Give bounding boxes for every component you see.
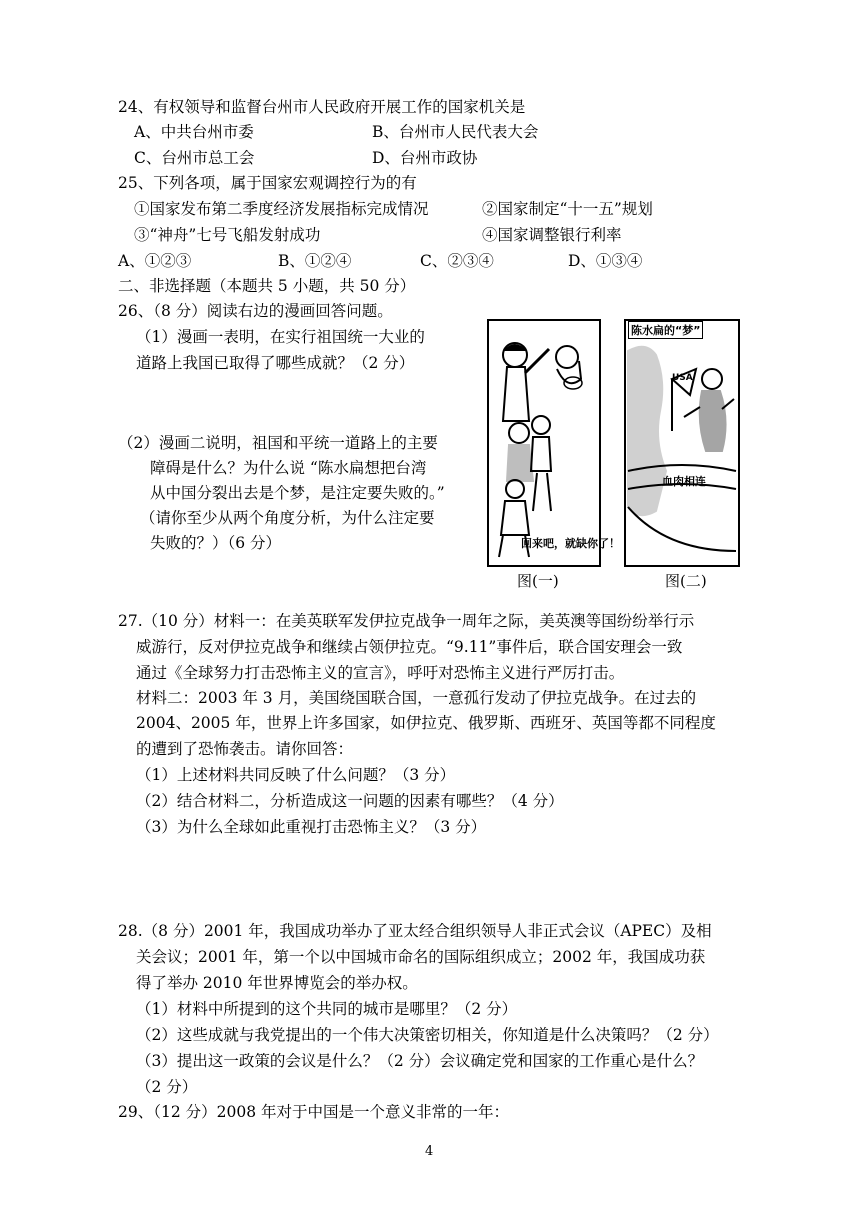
q28-sub2: （2）这些成就与我党提出的一个伟大决策密切相关，你知道是什么决策吗？（2 分） — [136, 1026, 719, 1044]
q26-part2-line3: 从中国分裂出去是个梦，是注定要失败的。” — [150, 484, 445, 502]
q24-option-c: C、台州市总工会 — [134, 149, 255, 167]
cartoon-one-caption: 图(一) — [517, 572, 559, 590]
q26-part2-line1: （2）漫画二说明，祖国和平统一道路上的主要 — [118, 434, 438, 452]
q26-part1-line1: （1）漫画一表明，在实行祖国统一大业的 — [136, 328, 425, 346]
q25-option-c: C、②③④ — [420, 252, 494, 270]
q24-option-b: B、台州市人民代表大会 — [372, 123, 539, 141]
q29-line1: 29、（12 分）2008 年对于中国是一个意义非常的一年： — [118, 1103, 509, 1121]
q28-sub3-line1: （3）提出这一政策的会议是什么？（2 分）会议确定党和国家的工作重心是什么？ — [136, 1052, 704, 1070]
q25-item-3: ③“神舟”七号飞船发射成功 — [134, 226, 321, 244]
cartoon-one-speech: 回来吧，就缺你了！ — [521, 537, 620, 550]
q27-sub3: （3）为什么全球如此重视打击恐怖主义？（3 分） — [136, 818, 487, 836]
q25-item-1: ①国家发布第二季度经济发展指标完成情况 — [134, 200, 429, 218]
q26-part2-line5: 失败的？）（6 分） — [150, 534, 282, 552]
cartoon-two-flag-label: USA — [672, 373, 693, 383]
q25-stem: 25、下列各项，属于国家宏观调控行为的有 — [118, 174, 417, 192]
q27-line1: 27.（10 分）材料一：在美英联军发伊拉克战争一周年之际，美英澳等国纷纷举行示 — [118, 612, 695, 630]
q24-option-a: A、中共台州市委 — [134, 123, 254, 141]
q25-option-a: A、①②③ — [118, 252, 192, 270]
q28-line1: 28.（8 分）2001 年，我国成功举办了亚太经合组织领导人非正式会议（APEC）及相 — [118, 922, 712, 940]
cartoon-two-bridge-label: 血肉相连 — [662, 475, 706, 488]
q25-item-4: ④国家调整银行利率 — [482, 226, 622, 244]
q28-line2: 关会议；2001 年，第一个以中国城市命名的国际组织成立；2002 年，我国成功获 — [136, 948, 706, 966]
q27-sub1: （1）上述材料共同反映了什么问题？（3 分） — [136, 766, 456, 784]
q24-stem: 24、有权领导和监督台州市人民政府开展工作的国家机关是 — [118, 98, 526, 116]
page-number: 4 — [425, 1144, 434, 1159]
q28-sub3-line2: （2 分） — [136, 1078, 198, 1096]
q26-part2-line2: 障碍是什么？为什么说 “陈水扁想把台湾 — [150, 459, 427, 477]
q25-item-2: ②国家制定“十一五”规划 — [482, 200, 653, 218]
cartoon-two-caption: 图(二) — [665, 572, 707, 590]
q27-sub2: （2）结合材料二，分析造成这一问题的因素有哪些？（4 分） — [136, 792, 564, 810]
section-heading: 二、非选择题（本题共 5 小题，共 50 分） — [118, 277, 416, 295]
cartoon-two-title: 陈水扁的“梦” — [628, 321, 703, 339]
q25-option-b: B、①②④ — [278, 252, 352, 270]
cartoon-two — [624, 319, 740, 567]
q27-line2: 威游行，反对伊拉克战争和继续占领伊拉克。“9.11”事件后，联合国安理会一致 — [136, 638, 683, 656]
cartoon-one-drawing — [489, 321, 599, 565]
q28-line3: 得了举办 2010 年世界博览会的举办权。 — [136, 974, 418, 992]
q25-option-d: D、①③④ — [568, 252, 643, 270]
cartoon-one — [487, 319, 620, 567]
q27-line6: 的遭到了恐怖袭击。请你回答： — [136, 740, 354, 758]
q28-sub1: （1）材料中所提到的这个共同的城市是哪里？（2 分） — [136, 1000, 518, 1018]
q26-stem: 26、（8 分）阅读右边的漫画回答问题。 — [118, 302, 393, 320]
q26-part2-line4: （请你至少从两个角度分析，为什么注定要 — [140, 509, 435, 527]
q27-line3: 通过《全球努力打击恐怖主义的宣言》，呼吁对恐怖主义进行严厉打击。 — [136, 664, 625, 682]
q24-option-d: D、台州市政协 — [372, 149, 478, 167]
cartoon-two-drawing — [626, 321, 738, 565]
q27-line4: 材料二：2003 年 3 月，美国绕国联合国，一意孤行发动了伊拉克战争。在过去的 — [136, 689, 697, 707]
q27-line5: 2004、2005 年，世界上许多国家，如伊拉克、俄罗斯、西班牙、英国等都不同程度 — [136, 714, 716, 732]
q26-part1-line2: 道路上我国已取得了哪些成就？（2 分） — [136, 354, 415, 372]
